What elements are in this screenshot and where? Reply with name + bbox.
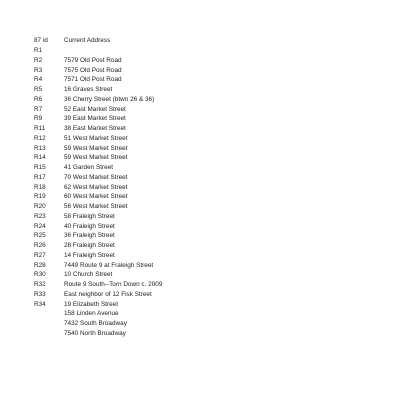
table-row [34,241,364,251]
table-row [34,124,364,134]
row-id: R6 [34,95,43,103]
table-row [34,290,364,300]
table-row [34,105,364,115]
row-address: 59 West Market Street [64,144,128,152]
table-row [34,114,364,124]
table-row [34,183,364,193]
row-address: Route 9 South--Torn Down c. 2009 [64,281,163,288]
row-address: 60 West Market Street [64,193,128,201]
table-row [34,329,364,339]
row-id: R14 [34,154,46,162]
row-address: 7432 South Broadway [64,320,127,327]
table-row [34,153,364,163]
row-address: 19 Elizabeth Street [64,300,118,308]
table-row [34,66,364,76]
row-id: R1 [34,47,43,54]
row-address: 51 West Market Street [64,134,128,142]
row-id: R4 [34,76,43,84]
row-id: R24 [34,222,46,230]
table-row [34,231,364,241]
row-id: R33 [34,290,46,298]
row-address: 52 East Market Street [64,105,126,113]
row-address: 28 Fraleigh Street [64,242,115,249]
table-header-row [34,36,364,46]
table-row [34,319,364,329]
row-id [34,309,64,319]
table-row [34,192,364,202]
row-id: R7 [34,105,43,113]
table-row [34,163,364,173]
row-id: R5 [34,86,43,93]
row-address: 16 Graves Street [64,86,113,93]
address-column-header: Current Address [64,37,111,44]
row-id: R3 [34,66,43,74]
row-address: 14 Fraleigh Street [64,251,115,259]
table-row [34,212,364,222]
table-row [34,202,364,212]
row-id: R25 [34,232,46,240]
table-row [34,46,364,56]
row-address: 56 West Market Street [64,203,128,210]
row-id: R15 [34,164,46,171]
row-id: R34 [34,300,46,308]
row-id: R32 [34,281,46,288]
row-address: 10 Church Street [64,271,113,279]
row-id: R28 [34,261,46,269]
id-column-header: 87 id [34,37,48,44]
row-address: 40 Fraleigh Street [64,222,115,230]
row-id: R26 [34,242,46,249]
table-row [34,261,364,271]
row-address: 59 West Market Street [64,154,128,162]
table-body [34,46,364,339]
table-row [34,270,364,280]
table-row [34,173,364,183]
row-address: 7571 Old Post Road [64,76,122,84]
row-id: R30 [34,271,46,279]
table-row [34,144,364,154]
row-address: 58 Fraleigh Street [64,212,115,220]
table-row [34,75,364,85]
row-address: 7540 North Broadway [64,329,126,337]
row-address: 39 East Market Street [64,115,126,123]
row-id: R18 [34,183,46,191]
row-address: 38 East Market Street [64,125,126,132]
table-row [34,222,364,232]
row-address: East neighbor of 12 Fisk Street [64,290,152,298]
row-address [64,46,364,56]
table-row [34,85,364,95]
row-id [34,329,64,339]
row-id: R12 [34,134,46,142]
row-address: 158 Linden Avenue [64,310,119,318]
row-id [34,319,64,329]
address-table [34,36,364,339]
row-id: R19 [34,193,46,201]
table-row [34,280,364,290]
row-id: R27 [34,251,46,259]
row-id: R23 [34,212,46,220]
row-address: 7449 Route 9 at Fraleigh Street [64,261,154,269]
table-row [34,134,364,144]
row-address: 41 Garden Street [64,164,114,171]
row-address: 7579 Old Post Road [64,56,122,64]
row-address: 7575 Old Post Road [64,66,122,74]
row-address: 36 Cherry Street (btwn 26 & 36) [64,95,155,103]
table-row [34,95,364,105]
row-id: R17 [34,173,46,181]
row-address: 36 Fraleigh Street [64,232,115,240]
table-row [34,309,364,319]
row-id: R2 [34,56,43,64]
row-id: R11 [34,125,46,132]
row-address: 62 West Market Street [64,183,128,191]
row-id: R9 [34,115,43,123]
table-row [34,251,364,261]
table-row [34,56,364,66]
table-row [34,300,364,310]
row-id: R20 [34,203,46,210]
row-address: 70 West Market Street [64,173,128,181]
row-id: R13 [34,144,46,152]
